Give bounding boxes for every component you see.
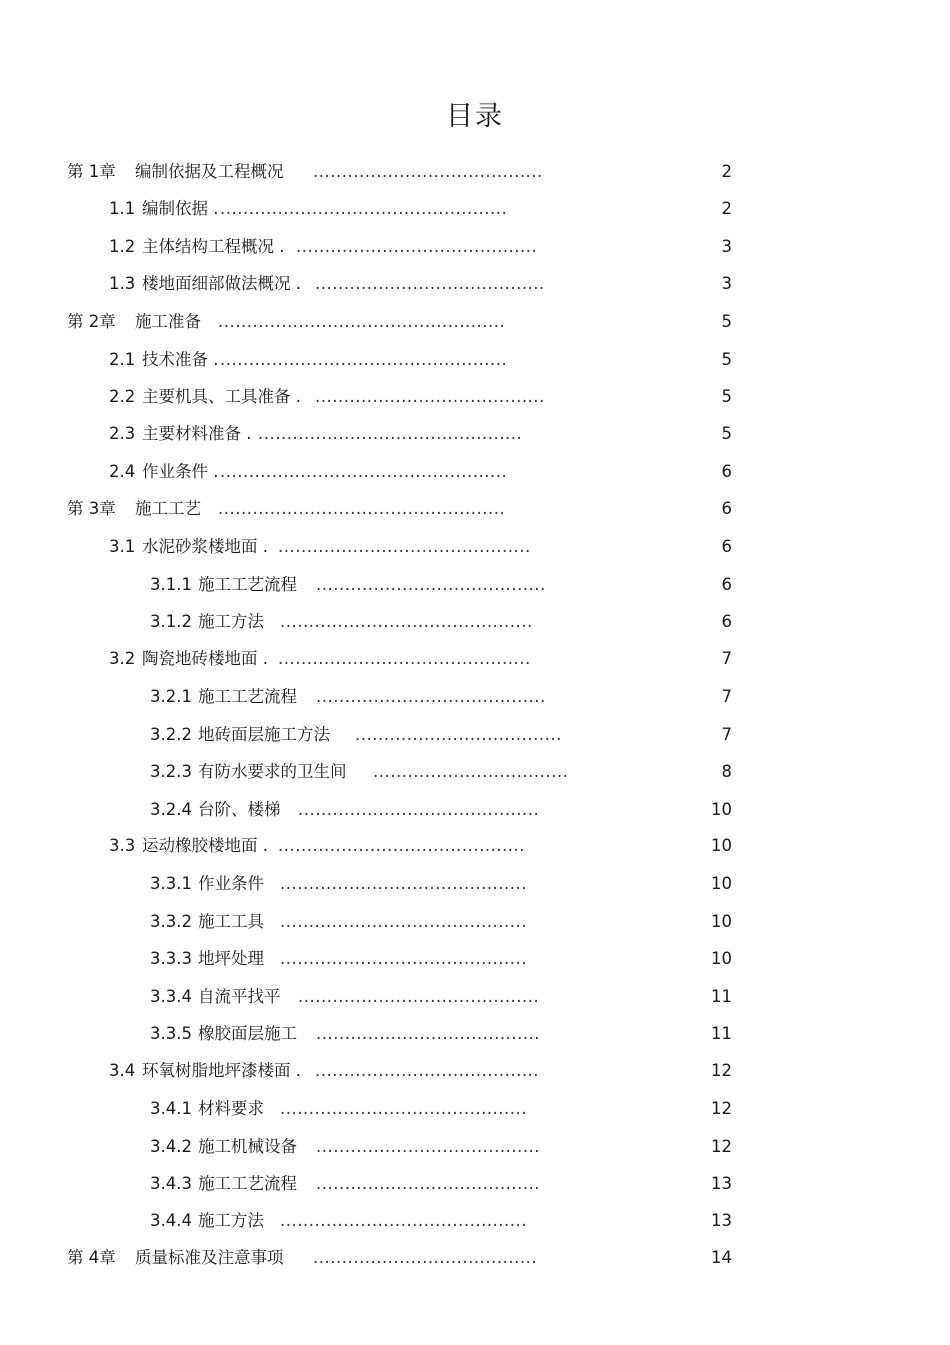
toc-entry-title: 施工方法 <box>198 612 264 631</box>
toc-page-number: 10 <box>711 800 732 819</box>
toc-entry-number: 3.4 <box>109 1061 136 1080</box>
toc-entry-number: 3.2.1 <box>150 687 192 706</box>
toc-page-number: 7 <box>721 725 732 744</box>
toc-entry[interactable] <box>0 647 950 671</box>
toc-entry[interactable] <box>0 1059 950 1083</box>
toc-page-number: 7 <box>721 687 732 706</box>
toc-entry[interactable] <box>0 535 950 559</box>
toc-entry[interactable] <box>0 272 950 296</box>
toc-entry-number: 3.2.3 <box>150 762 192 781</box>
toc-leader-dots: ........................................... <box>280 1099 528 1118</box>
toc-entry[interactable] <box>0 760 950 784</box>
toc-entry-title: 施工工具 <box>198 912 264 931</box>
toc-leader-dots: ....................................... <box>316 1137 541 1156</box>
toc-entry-number: 3.4.4 <box>150 1211 192 1230</box>
toc-leader-dots: ............................................ <box>280 612 533 631</box>
toc-entry[interactable] <box>0 160 950 184</box>
toc-page-number: 5 <box>721 312 732 331</box>
toc-leader-dots: .................................................. <box>220 350 508 369</box>
toc-entry-title: 施工准备 <box>135 312 201 331</box>
toc-entry-title: 施工工艺流程 <box>198 575 297 594</box>
toc-page-number: 5 <box>721 424 732 443</box>
toc-entry[interactable] <box>0 872 950 896</box>
toc-entry-number: 第 2章 <box>67 312 116 331</box>
toc-entry-number: 3.3.3 <box>150 949 192 968</box>
toc-entry-number: 3.2.4 <box>150 800 192 819</box>
toc-page-number: 10 <box>711 874 732 893</box>
toc-entry-number: 1.2 <box>109 237 136 256</box>
toc-entry-number: 3.1.1 <box>150 575 192 594</box>
toc-entry-title: 陶瓷地砖楼地面 . <box>142 649 268 668</box>
toc-page-number: 11 <box>711 1024 732 1043</box>
toc-entry[interactable] <box>0 422 950 446</box>
toc-page-number: 12 <box>711 1099 732 1118</box>
toc-entry-number: 第 1章 <box>67 162 116 181</box>
toc-entry-number: 3.4.3 <box>150 1174 192 1193</box>
toc-page-number: 10 <box>711 912 732 931</box>
toc-page-number: 6 <box>721 575 732 594</box>
toc-entry-number: 3.4.1 <box>150 1099 192 1118</box>
toc-entry-title: 主要机具、工具准备 . <box>142 387 301 406</box>
toc-entry-title: 自流平找平 <box>198 987 281 1006</box>
toc-page-number: 12 <box>711 1137 732 1156</box>
toc-page-number: 14 <box>711 1248 732 1267</box>
toc-page-number: 5 <box>721 350 732 369</box>
toc-entry[interactable] <box>0 610 950 634</box>
toc-leader-dots: .................................................. <box>220 462 508 481</box>
toc-entry[interactable] <box>0 685 950 709</box>
toc-entry-title: 施工工艺 <box>135 499 201 518</box>
toc-entry-number: 3.3.1 <box>150 874 192 893</box>
toc-entry-number: 第 3章 <box>67 499 116 518</box>
toc-entry-title: 施工机械设备 <box>198 1137 297 1156</box>
toc-leader-dots: ........................................... <box>278 836 526 855</box>
toc-entry-title: 材料要求 <box>198 1099 264 1118</box>
toc-entry-title: 施工工艺流程 <box>198 1174 297 1193</box>
toc-entry-number: 3.3.2 <box>150 912 192 931</box>
toc-entry-title: 橡胶面层施工 <box>198 1024 297 1043</box>
toc-page-number: 6 <box>721 537 732 556</box>
toc-entry[interactable] <box>0 723 950 747</box>
toc-entry-number: 1.1 <box>109 199 136 218</box>
toc-entry-number: 2.1 <box>109 350 136 369</box>
toc-entry[interactable] <box>0 310 950 334</box>
toc-entry-title: 作业条件 . <box>142 462 219 481</box>
toc-page-number: 3 <box>721 237 732 256</box>
toc-entry-number: 2.2 <box>109 387 136 406</box>
toc-entry[interactable] <box>0 834 950 858</box>
toc-entry[interactable] <box>0 947 950 971</box>
toc-entry-title: 地坪处理 <box>198 949 264 968</box>
toc-entry-number: 3.2.2 <box>150 725 192 744</box>
toc-entry-number: 3.1.2 <box>150 612 192 631</box>
toc-entry-title: 楼地面细部做法概况 . <box>142 274 301 293</box>
toc-leader-dots: ........................................... <box>280 874 528 893</box>
toc-leader-dots: .......................................... <box>298 800 540 819</box>
toc-leader-dots: ........................................ <box>315 387 545 406</box>
toc-leader-dots: .................................................. <box>218 499 506 518</box>
toc-entry-title: 主体结构工程概况 . <box>142 237 285 256</box>
toc-entry[interactable] <box>0 385 950 409</box>
toc-entry-title: 作业条件 <box>198 874 264 893</box>
toc-entry-number: 1.3 <box>109 274 136 293</box>
toc-page-number: 6 <box>721 499 732 518</box>
toc-page-number: 2 <box>721 162 732 181</box>
toc-entry[interactable] <box>0 910 950 934</box>
toc-entry-title: 有防水要求的卫生间 <box>198 762 347 781</box>
toc-entry-title: 地砖面层施工方法 <box>198 725 330 744</box>
toc-entry-number: 3.4.2 <box>150 1137 192 1156</box>
toc-page-number: 12 <box>711 1061 732 1080</box>
toc-entry-title: 质量标准及注意事项 <box>135 1248 284 1267</box>
toc-leader-dots: .................................. <box>373 762 569 781</box>
toc-entry-number: 2.4 <box>109 462 136 481</box>
toc-leader-dots: ........................................ <box>315 274 545 293</box>
toc-page-number: 10 <box>711 836 732 855</box>
toc-leader-dots: .............................................. <box>258 424 523 443</box>
toc-leader-dots: .......................................... <box>298 987 540 1006</box>
toc-entry[interactable] <box>0 1022 950 1046</box>
page-title: 目录 <box>446 101 504 132</box>
toc-page-number: 7 <box>721 649 732 668</box>
toc-leader-dots: ........................................... <box>280 949 528 968</box>
toc-page-number: 5 <box>721 387 732 406</box>
toc-entry[interactable] <box>0 1209 950 1233</box>
toc-entry-title: 技术准备 . <box>142 350 219 369</box>
toc-leader-dots: .................................................. <box>218 312 506 331</box>
toc-leader-dots: ....................................... <box>313 1248 538 1267</box>
toc-leader-dots: .................................................. <box>220 199 508 218</box>
toc-entry-title: 施工工艺流程 <box>198 687 297 706</box>
toc-entry[interactable] <box>0 1172 950 1196</box>
toc-entry-number: 3.3 <box>109 836 136 855</box>
toc-entry[interactable] <box>0 197 950 221</box>
toc-leader-dots: ....................................... <box>316 1174 541 1193</box>
toc-entry[interactable] <box>0 235 950 259</box>
toc-entry-title: 运动橡胶楼地面 . <box>142 836 268 855</box>
toc-entry[interactable] <box>0 798 950 822</box>
toc-leader-dots: ........................................ <box>313 162 543 181</box>
toc-leader-dots: ............................................ <box>278 537 531 556</box>
toc-entry-title: 主要材料准备 . <box>142 424 252 443</box>
toc-entry[interactable] <box>0 985 950 1009</box>
toc-entry-title: 台阶、楼梯 <box>198 800 281 819</box>
toc-leader-dots: .......................................... <box>296 237 538 256</box>
toc-entry[interactable] <box>0 460 950 484</box>
toc-entry-title: 施工方法 <box>198 1211 264 1230</box>
toc-page-number: 11 <box>711 987 732 1006</box>
toc-page-number: 13 <box>711 1174 732 1193</box>
toc-entry[interactable] <box>0 348 950 372</box>
toc-entry-number: 2.3 <box>109 424 136 443</box>
toc-leader-dots: .................................... <box>355 725 562 744</box>
toc-entry-title: 水泥砂浆楼地面 . <box>142 537 268 556</box>
toc-entry[interactable] <box>0 497 950 521</box>
toc-page-number: 13 <box>711 1211 732 1230</box>
toc-page-number: 10 <box>711 949 732 968</box>
toc-page-number: 2 <box>721 199 732 218</box>
toc-entry[interactable] <box>0 1246 950 1270</box>
toc-entry-title: 编制依据及工程概况 <box>135 162 284 181</box>
toc-leader-dots: ....................................... <box>315 1061 540 1080</box>
toc-page-number: 3 <box>721 274 732 293</box>
toc-entry-number: 3.2 <box>109 649 136 668</box>
toc-leader-dots: ........................................... <box>280 912 528 931</box>
toc-entry-number: 3.3.4 <box>150 987 192 1006</box>
toc-leader-dots: ............................................ <box>278 649 531 668</box>
toc-page-number: 6 <box>721 612 732 631</box>
toc-page-number: 8 <box>721 762 732 781</box>
toc-entry[interactable] <box>0 1135 950 1159</box>
toc-entry-title: 编制依据 . <box>142 199 219 218</box>
toc-leader-dots: ........................................ <box>316 575 546 594</box>
toc-entry[interactable] <box>0 573 950 597</box>
toc-page-number: 6 <box>721 462 732 481</box>
toc-entry[interactable] <box>0 1097 950 1121</box>
toc-entry-number: 第 4章 <box>67 1248 116 1267</box>
toc-leader-dots: ........................................... <box>280 1211 528 1230</box>
toc-entry-number: 3.1 <box>109 537 136 556</box>
toc-entry-number: 3.3.5 <box>150 1024 192 1043</box>
toc-leader-dots: ....................................... <box>316 1024 541 1043</box>
toc-leader-dots: ........................................ <box>316 687 546 706</box>
toc-entry-title: 环氧树脂地坪漆楼面 . <box>142 1061 301 1080</box>
